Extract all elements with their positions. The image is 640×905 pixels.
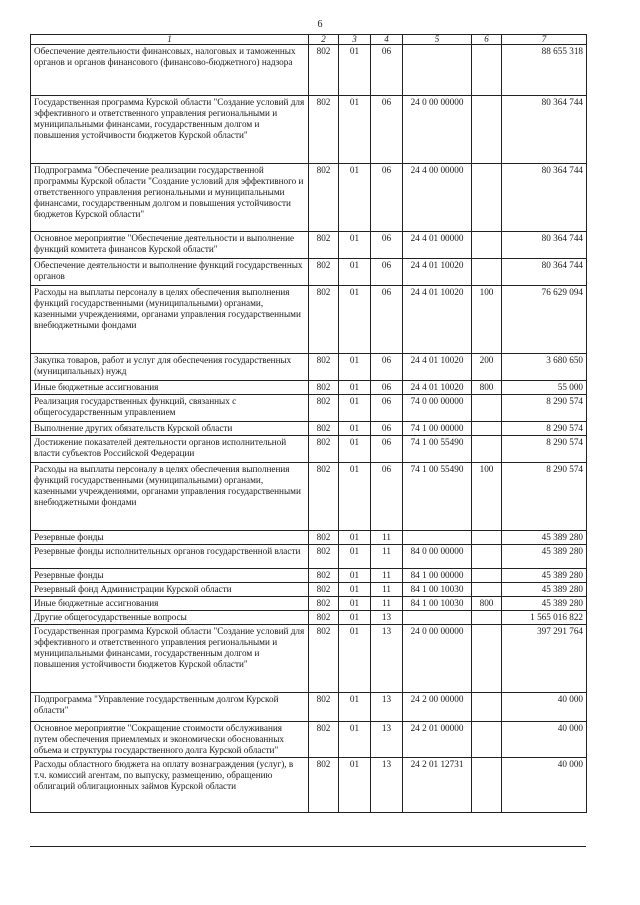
table-row (31, 531, 587, 545)
row-name: Обеспечение деятельности финансовых, налоговых и таможенных органов и органов финансового (финансово-бюджетного) надзора (31, 45, 309, 96)
subsection-code: 11 (371, 531, 403, 545)
expense-type-code: 800 (472, 381, 502, 395)
column-header: 1 (31, 35, 309, 45)
target-article-code (403, 611, 472, 625)
subsection-code: 06 (371, 395, 403, 422)
table-header-row (31, 35, 587, 45)
row-name: Другие общегосударственные вопросы (31, 611, 309, 625)
target-article-code: 24 0 00 00000 (403, 96, 472, 164)
target-article-code: 24 4 01 10020 (403, 286, 472, 354)
budget-table (30, 34, 587, 813)
section-code: 01 (339, 531, 371, 545)
row-name: Иные бюджетные ассигнования (31, 381, 309, 395)
section-code: 01 (339, 463, 371, 531)
table-row (31, 597, 587, 611)
amount: 76 629 094 (502, 286, 587, 354)
table-row (31, 259, 587, 286)
expense-type-code (472, 531, 502, 545)
table-row (31, 96, 587, 164)
column-header: 3 (339, 35, 371, 45)
column-header: 2 (309, 35, 339, 45)
column-header: 7 (502, 35, 587, 45)
expense-type-code (472, 164, 502, 232)
subsection-code: 06 (371, 463, 403, 531)
ministry-code: 802 (309, 531, 339, 545)
amount: 80 364 744 (502, 259, 587, 286)
section-code: 01 (339, 232, 371, 259)
ministry-code: 802 (309, 758, 339, 813)
table-row (31, 583, 587, 597)
section-code: 01 (339, 422, 371, 436)
section-code: 01 (339, 45, 371, 96)
row-name: Закупка товаров, работ и услуг для обеспечения государственных (муниципальных) нужд (31, 354, 309, 381)
row-name: Расходы на выплаты персоналу в целях обеспечения выполнения функций государственными (муниципальными) органами, казенными учреждениями, органами управления государственными внебюджетными фондами (31, 463, 309, 531)
ministry-code: 802 (309, 463, 339, 531)
table-row (31, 569, 587, 583)
ministry-code: 802 (309, 395, 339, 422)
row-name: Достижение показателей деятельности органов исполнительной власти субъектов Российской Федерации (31, 436, 309, 463)
subsection-code: 06 (371, 164, 403, 232)
expense-type-code (472, 422, 502, 436)
expense-type-code (472, 722, 502, 758)
subsection-code: 06 (371, 45, 403, 96)
row-name: Резервные фонды (31, 569, 309, 583)
expense-type-code (472, 436, 502, 463)
subsection-code: 13 (371, 722, 403, 758)
table-row (31, 422, 587, 436)
ministry-code: 802 (309, 259, 339, 286)
row-name: Реализация государственных функций, связанных с общегосударственным управлением (31, 395, 309, 422)
row-name: Выполнение других обязательств Курской области (31, 422, 309, 436)
amount: 8 290 574 (502, 422, 587, 436)
page-bottom-rule (30, 846, 586, 847)
expense-type-code (472, 758, 502, 813)
target-article-code (403, 45, 472, 96)
target-article-code: 84 1 00 10030 (403, 597, 472, 611)
amount: 45 389 280 (502, 597, 587, 611)
amount: 40 000 (502, 758, 587, 813)
ministry-code: 802 (309, 232, 339, 259)
section-code: 01 (339, 259, 371, 286)
ministry-code: 802 (309, 286, 339, 354)
row-name: Резервные фонды исполнительных органов государственной власти (31, 545, 309, 569)
row-name: Государственная программа Курской области "Создание условий для эффективного и ответственного управления региональными и муниципальными финансами, государственным долгом и повышения устойчивости бюджетов Курской области" (31, 96, 309, 164)
section-code: 01 (339, 354, 371, 381)
subsection-code: 13 (371, 693, 403, 722)
amount: 45 389 280 (502, 531, 587, 545)
subsection-code: 06 (371, 354, 403, 381)
expense-type-code (472, 232, 502, 259)
target-article-code: 74 0 00 00000 (403, 395, 472, 422)
target-article-code: 24 4 01 10020 (403, 381, 472, 395)
row-name: Расходы на выплаты персоналу в целях обеспечения выполнения функций государственными (муниципальными) органами, казенными учреждениями, органами управления государственными внебюджетными фондами (31, 286, 309, 354)
amount: 397 291 764 (502, 625, 587, 693)
amount: 8 290 574 (502, 463, 587, 531)
target-article-code: 24 2 01 12731 (403, 758, 472, 813)
ministry-code: 802 (309, 611, 339, 625)
row-name: Подпрограмма "Управление государственным долгом Курской области" (31, 693, 309, 722)
expense-type-code: 100 (472, 463, 502, 531)
target-article-code: 24 2 00 00000 (403, 693, 472, 722)
amount: 80 364 744 (502, 232, 587, 259)
expense-type-code (472, 693, 502, 722)
amount: 45 389 280 (502, 569, 587, 583)
target-article-code: 84 1 00 00000 (403, 569, 472, 583)
ministry-code: 802 (309, 597, 339, 611)
target-article-code: 84 1 00 10030 (403, 583, 472, 597)
table-row (31, 545, 587, 569)
table-row (31, 164, 587, 232)
table-row (31, 286, 587, 354)
target-article-code: 24 4 00 00000 (403, 164, 472, 232)
ministry-code: 802 (309, 422, 339, 436)
target-article-code: 74 1 00 55490 (403, 463, 472, 531)
expense-type-code: 200 (472, 354, 502, 381)
ministry-code: 802 (309, 625, 339, 693)
target-article-code: 24 4 01 10020 (403, 354, 472, 381)
target-article-code: 24 4 01 10020 (403, 259, 472, 286)
target-article-code: 24 2 01 00000 (403, 722, 472, 758)
subsection-code: 13 (371, 758, 403, 813)
row-name: Резервные фонды (31, 531, 309, 545)
row-name: Расходы областного бюджета на оплату вознаграждения (услуг), в т.ч. комиссий агентам, по выпуску, размещению, обращению облигаций облигационных займов Курской области (31, 758, 309, 813)
subsection-code: 06 (371, 422, 403, 436)
target-article-code: 74 1 00 00000 (403, 422, 472, 436)
ministry-code: 802 (309, 722, 339, 758)
section-code: 01 (339, 597, 371, 611)
expense-type-code (472, 395, 502, 422)
row-name: Основное мероприятие "Сокращение стоимости обслуживания путем обеспечения приемлемых и экономически обоснованных объема и структуры государственного долга Курской области" (31, 722, 309, 758)
amount: 40 000 (502, 693, 587, 722)
expense-type-code (472, 611, 502, 625)
section-code: 01 (339, 569, 371, 583)
subsection-code: 06 (371, 436, 403, 463)
row-name: Резервный фонд Администрации Курской области (31, 583, 309, 597)
table-row (31, 693, 587, 722)
table-row (31, 354, 587, 381)
subsection-code: 06 (371, 286, 403, 354)
ministry-code: 802 (309, 164, 339, 232)
section-code: 01 (339, 436, 371, 463)
expense-type-code (472, 96, 502, 164)
section-code: 01 (339, 611, 371, 625)
ministry-code: 802 (309, 96, 339, 164)
amount: 88 655 318 (502, 45, 587, 96)
target-article-code (403, 531, 472, 545)
amount: 80 364 744 (502, 96, 587, 164)
subsection-code: 11 (371, 583, 403, 597)
row-name: Иные бюджетные ассигнования (31, 597, 309, 611)
amount: 45 389 280 (502, 583, 587, 597)
ministry-code: 802 (309, 693, 339, 722)
amount: 3 680 650 (502, 354, 587, 381)
section-code: 01 (339, 583, 371, 597)
table-row (31, 381, 587, 395)
amount: 8 290 574 (502, 436, 587, 463)
table-row (31, 463, 587, 531)
subsection-code: 06 (371, 96, 403, 164)
amount: 80 364 744 (502, 164, 587, 232)
table-row (31, 625, 587, 693)
subsection-code: 06 (371, 232, 403, 259)
subsection-code: 13 (371, 625, 403, 693)
target-article-code: 84 0 00 00000 (403, 545, 472, 569)
row-name: Подпрограмма "Обеспечение реализации государственной программы Курской области "Создание условий для эффективного и ответственного управления региональными и муниципальными финансами, государственным долгом и повышения устойчивости бюджетов Курской области" (31, 164, 309, 232)
expense-type-code (472, 583, 502, 597)
ministry-code: 802 (309, 569, 339, 583)
section-code: 01 (339, 395, 371, 422)
expense-type-code (472, 545, 502, 569)
page-number: 6 (317, 19, 323, 30)
section-code: 01 (339, 625, 371, 693)
section-code: 01 (339, 164, 371, 232)
column-header: 5 (403, 35, 472, 45)
table-row (31, 611, 587, 625)
section-code: 01 (339, 758, 371, 813)
expense-type-code (472, 259, 502, 286)
amount: 45 389 280 (502, 545, 587, 569)
column-header: 4 (371, 35, 403, 45)
target-article-code: 24 4 01 00000 (403, 232, 472, 259)
section-code: 01 (339, 693, 371, 722)
section-code: 01 (339, 96, 371, 164)
row-name: Основное мероприятие "Обеспечение деятельности и выполнение функций комитета финансов Курской области" (31, 232, 309, 259)
ministry-code: 802 (309, 436, 339, 463)
table-row (31, 758, 587, 813)
section-code: 01 (339, 286, 371, 354)
table-row (31, 395, 587, 422)
ministry-code: 802 (309, 381, 339, 395)
expense-type-code (472, 45, 502, 96)
section-code: 01 (339, 545, 371, 569)
ministry-code: 802 (309, 354, 339, 381)
row-name: Государственная программа Курской области "Создание условий для эффективного и ответственного управления региональными и муниципальными финансами, государственным долгом и повышения устойчивости бюджетов Курской области" (31, 625, 309, 693)
subsection-code: 13 (371, 611, 403, 625)
expense-type-code: 800 (472, 597, 502, 611)
section-code: 01 (339, 381, 371, 395)
section-code: 01 (339, 722, 371, 758)
subsection-code: 06 (371, 259, 403, 286)
row-name: Обеспечение деятельности и выполнение функций государственных органов (31, 259, 309, 286)
expense-type-code (472, 625, 502, 693)
table-row (31, 722, 587, 758)
expense-type-code (472, 569, 502, 583)
subsection-code: 11 (371, 597, 403, 611)
table-row (31, 232, 587, 259)
amount: 8 290 574 (502, 395, 587, 422)
amount: 55 000 (502, 381, 587, 395)
target-article-code: 74 1 00 55490 (403, 436, 472, 463)
subsection-code: 06 (371, 381, 403, 395)
target-article-code: 24 0 00 00000 (403, 625, 472, 693)
subsection-code: 11 (371, 545, 403, 569)
ministry-code: 802 (309, 583, 339, 597)
amount: 1 565 016 822 (502, 611, 587, 625)
column-header: 6 (472, 35, 502, 45)
ministry-code: 802 (309, 545, 339, 569)
subsection-code: 11 (371, 569, 403, 583)
table-row (31, 436, 587, 463)
expense-type-code: 100 (472, 286, 502, 354)
table-row (31, 45, 587, 96)
ministry-code: 802 (309, 45, 339, 96)
amount: 40 000 (502, 722, 587, 758)
